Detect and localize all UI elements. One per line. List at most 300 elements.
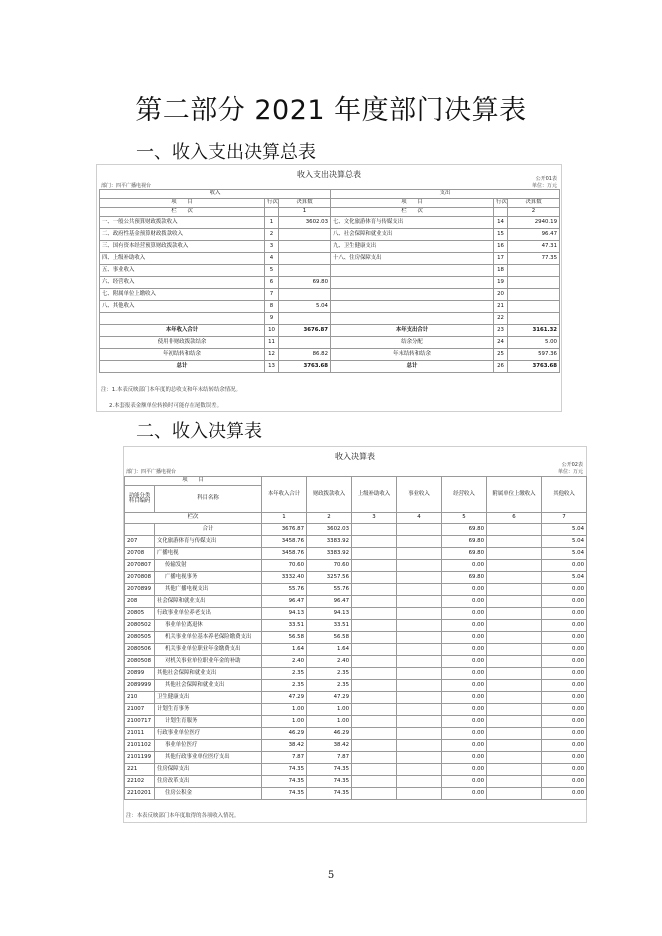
- summary-expense-value: 5.00: [508, 337, 560, 349]
- value-cell: 3676.87: [262, 524, 307, 536]
- income-row-no: 4: [265, 253, 279, 265]
- table1-summary-row: [100, 349, 560, 361]
- col-number: 4: [397, 513, 442, 524]
- expense-item: [331, 301, 494, 313]
- h-business: 事业收入: [397, 477, 442, 513]
- table1-row: [100, 217, 560, 229]
- subject-code: 2210201: [125, 788, 155, 800]
- value-cell: [487, 632, 542, 644]
- income-value: [279, 253, 331, 265]
- summary-expense-value: 3763.68: [508, 361, 560, 373]
- value-cell: [352, 668, 397, 680]
- table-row: [125, 716, 587, 728]
- h-total: 本年收入合计: [262, 477, 307, 513]
- value-cell: [487, 788, 542, 800]
- table1-row: [100, 241, 560, 253]
- table-row: [125, 596, 587, 608]
- value-cell: [352, 536, 397, 548]
- value-cell: 2.40: [262, 656, 307, 668]
- subject-name: 卫生健康支出: [155, 692, 262, 704]
- value-cell: [397, 656, 442, 668]
- income-row-no: 9: [265, 313, 279, 325]
- value-cell: 5.04: [542, 536, 587, 548]
- value-cell: [487, 572, 542, 584]
- value-cell: 0.00: [442, 560, 487, 572]
- value-cell: 2.35: [262, 680, 307, 692]
- page-title: 第二部分 2021 年度部门决算表: [135, 95, 527, 126]
- value-cell: 3458.76: [262, 536, 307, 548]
- subject-name: 文化旅游体育与传媒支出: [155, 536, 262, 548]
- value-cell: 69.80: [442, 524, 487, 536]
- value-cell: 0.00: [442, 704, 487, 716]
- income-value: 69.80: [279, 277, 331, 289]
- value-cell: 55.76: [307, 584, 352, 596]
- value-cell: [397, 584, 442, 596]
- value-cell: 0.00: [542, 608, 587, 620]
- value-cell: [487, 560, 542, 572]
- page-number: 5: [327, 870, 335, 881]
- value-cell: 5.04: [542, 572, 587, 584]
- summary-income-value: 86.82: [279, 349, 331, 361]
- value-cell: 0.00: [542, 632, 587, 644]
- value-cell: 0.00: [442, 764, 487, 776]
- expense-value: 96.47: [508, 229, 560, 241]
- subject-code: 2100717: [125, 716, 155, 728]
- table-row: [125, 788, 587, 800]
- expense-value: 2940.19: [508, 217, 560, 229]
- table1-row: [100, 289, 560, 301]
- value-cell: 5.04: [542, 524, 587, 536]
- value-cell: 70.60: [307, 560, 352, 572]
- value-cell: [397, 776, 442, 788]
- value-cell: 3383.92: [307, 536, 352, 548]
- value-cell: [352, 704, 397, 716]
- subject-code: 2070808: [125, 572, 155, 584]
- table-row: [125, 572, 587, 584]
- value-cell: 0.00: [442, 752, 487, 764]
- table1-row: [100, 253, 560, 265]
- value-cell: [397, 740, 442, 752]
- value-cell: 1.00: [307, 704, 352, 716]
- value-cell: 0.00: [442, 608, 487, 620]
- income-item: 七、附属单位上缴收入: [100, 289, 265, 301]
- col-amount-expense: 决算数: [508, 199, 560, 208]
- value-cell: 70.60: [262, 560, 307, 572]
- table2-dept: 部门：四平广播电视台: [126, 469, 177, 475]
- subject-code: 2080508: [125, 656, 155, 668]
- sub-label-expense: 栏 次: [331, 208, 494, 217]
- value-cell: 47.29: [262, 692, 307, 704]
- table-row: [125, 536, 587, 548]
- table-row: [125, 776, 587, 788]
- table-row: [125, 644, 587, 656]
- subject-code: 210: [125, 692, 155, 704]
- subject-name: 事业单位医疗: [155, 740, 262, 752]
- value-cell: [352, 740, 397, 752]
- income-item: 六、经营收入: [100, 277, 265, 289]
- subject-name: 机关事业单位基本养老保险缴费支出: [155, 632, 262, 644]
- value-cell: 0.00: [542, 584, 587, 596]
- income-value: 5.04: [279, 301, 331, 313]
- value-cell: 0.00: [542, 752, 587, 764]
- value-cell: [397, 536, 442, 548]
- expense-row-no: 18: [494, 265, 508, 277]
- value-cell: 0.00: [442, 620, 487, 632]
- value-cell: [487, 608, 542, 620]
- value-cell: 74.35: [307, 776, 352, 788]
- table1-row: [100, 277, 560, 289]
- summary-income-label: 本年收入合计: [100, 325, 265, 337]
- value-cell: [487, 752, 542, 764]
- summary-income-label: 总计: [100, 361, 265, 373]
- expense-row-no: 21: [494, 301, 508, 313]
- value-cell: [487, 680, 542, 692]
- h-code: 功能分类科目编码: [125, 486, 155, 513]
- section2-title: 二、收入决算表: [136, 421, 262, 442]
- table2-grid: [124, 476, 587, 800]
- table-row: [125, 560, 587, 572]
- value-cell: [397, 644, 442, 656]
- value-cell: [352, 644, 397, 656]
- subject-code: 2070807: [125, 560, 155, 572]
- value-cell: 3383.92: [307, 548, 352, 560]
- value-cell: 0.00: [542, 788, 587, 800]
- col-number: 5: [442, 513, 487, 524]
- value-cell: [487, 692, 542, 704]
- value-cell: [397, 560, 442, 572]
- summary-expense-label: 总计: [331, 361, 494, 373]
- income-row-no: 1: [265, 217, 279, 229]
- value-cell: 0.00: [542, 620, 587, 632]
- value-cell: [397, 620, 442, 632]
- value-cell: 2.40: [307, 656, 352, 668]
- table-row: [125, 740, 587, 752]
- summary-income-row-no: 12: [265, 349, 279, 361]
- value-cell: 69.80: [442, 572, 487, 584]
- summary-expense-row-no: 23: [494, 325, 508, 337]
- h-affiliated: 附属单位上缴收入: [487, 477, 542, 513]
- expense-value: 77.35: [508, 253, 560, 265]
- h-name: 科目名称: [155, 486, 262, 513]
- value-cell: [487, 728, 542, 740]
- col-number: 3: [352, 513, 397, 524]
- value-cell: [352, 680, 397, 692]
- value-cell: 69.80: [442, 548, 487, 560]
- value-cell: 0.00: [442, 692, 487, 704]
- income-row-no: 6: [265, 277, 279, 289]
- income-row-no: 2: [265, 229, 279, 241]
- summary-income-value: 3676.87: [279, 325, 331, 337]
- value-cell: [352, 728, 397, 740]
- value-cell: [397, 788, 442, 800]
- table-row: [125, 548, 587, 560]
- expense-row-no: 14: [494, 217, 508, 229]
- income-value: [279, 241, 331, 253]
- subject-name: 其他行政事业单位医疗支出: [155, 752, 262, 764]
- table-row: [125, 692, 587, 704]
- summary-income-value: [279, 337, 331, 349]
- income-header: 收入: [100, 190, 331, 199]
- income-statement-sheet: [123, 446, 587, 823]
- value-cell: [352, 548, 397, 560]
- value-cell: 0.00: [542, 704, 587, 716]
- value-cell: 0.00: [442, 728, 487, 740]
- expense-row-no: 20: [494, 289, 508, 301]
- summary-expense-label: 年末结转和结余: [331, 349, 494, 361]
- income-item: 三、国有资本经营预算财政拨款收入: [100, 241, 265, 253]
- subject-code: 20805: [125, 608, 155, 620]
- expense-item: [331, 313, 494, 325]
- subject-name: 其他广播电视支出: [155, 584, 262, 596]
- subject-name: 广播电视: [155, 548, 262, 560]
- value-cell: 0.00: [442, 596, 487, 608]
- income-value: [279, 313, 331, 325]
- subject-name: 住房保障支出: [155, 764, 262, 776]
- value-cell: 47.29: [307, 692, 352, 704]
- value-cell: [487, 668, 542, 680]
- value-cell: [487, 536, 542, 548]
- value-cell: 74.35: [262, 776, 307, 788]
- table1-form-no: 公开01表: [535, 176, 557, 182]
- value-cell: [397, 596, 442, 608]
- value-cell: [487, 644, 542, 656]
- value-cell: [352, 752, 397, 764]
- table-row: [125, 608, 587, 620]
- value-cell: 3602.03: [307, 524, 352, 536]
- table1-note1: 注：1.本表反映部门本年度的总收支和年末结转结余情况。: [101, 387, 241, 393]
- subject-code: 2080502: [125, 620, 155, 632]
- value-cell: 0.00: [542, 680, 587, 692]
- value-cell: [352, 656, 397, 668]
- subject-code: 21011: [125, 728, 155, 740]
- subject-name: 住房公积金: [155, 788, 262, 800]
- summary-expense-value: 3161.32: [508, 325, 560, 337]
- value-cell: 74.35: [262, 788, 307, 800]
- expense-item: [331, 277, 494, 289]
- value-cell: 0.00: [442, 680, 487, 692]
- subject-code: 22102: [125, 776, 155, 788]
- table1-unit: 单位：万元: [531, 183, 557, 189]
- summary-expense-row-no: 25: [494, 349, 508, 361]
- value-cell: 0.00: [542, 668, 587, 680]
- expense-item: [331, 289, 494, 301]
- sub-label-income: 栏 次: [100, 208, 265, 217]
- income-row-no: 7: [265, 289, 279, 301]
- subject-code: 21007: [125, 704, 155, 716]
- value-cell: [397, 548, 442, 560]
- value-cell: [397, 704, 442, 716]
- value-cell: [397, 680, 442, 692]
- value-cell: 0.00: [542, 764, 587, 776]
- expense-row-no: 16: [494, 241, 508, 253]
- income-row-no: 8: [265, 301, 279, 313]
- summary-expense-label: 结余分配: [331, 337, 494, 349]
- subject-name: 住房改革支出: [155, 776, 262, 788]
- value-cell: 55.76: [262, 584, 307, 596]
- subject-name: 广播电视事务: [155, 572, 262, 584]
- value-cell: [397, 692, 442, 704]
- table-row: [125, 752, 587, 764]
- value-cell: 0.00: [542, 644, 587, 656]
- value-cell: [352, 692, 397, 704]
- subject-code: 221: [125, 764, 155, 776]
- value-cell: 7.87: [262, 752, 307, 764]
- col-number: 2: [307, 513, 352, 524]
- value-cell: 0.00: [442, 668, 487, 680]
- expense-value: [508, 289, 560, 301]
- value-cell: [352, 632, 397, 644]
- value-cell: [487, 764, 542, 776]
- subject-name: 机关事业单位职业年金缴费支出: [155, 644, 262, 656]
- income-item: 五、事业收入: [100, 265, 265, 277]
- subject-code: 208: [125, 596, 155, 608]
- table1-row: [100, 313, 560, 325]
- value-cell: [487, 704, 542, 716]
- subject-name: 其他社会保障和就业支出: [155, 668, 262, 680]
- sub-col1: 1: [279, 208, 331, 217]
- subject-name: 社会保障和就业支出: [155, 596, 262, 608]
- value-cell: 46.29: [307, 728, 352, 740]
- value-cell: 33.51: [262, 620, 307, 632]
- table1-row: [100, 265, 560, 277]
- value-cell: 7.87: [307, 752, 352, 764]
- table1-note2: 2.本套报表金额单位转换时可能存在尾数误差。: [109, 403, 222, 409]
- value-cell: 38.42: [262, 740, 307, 752]
- table2-note: 注：本表反映部门本年度取得的各项收入情况。: [126, 813, 240, 819]
- section1-title: 一、收入支出决算总表: [136, 142, 316, 163]
- summary-expense-row-no: 24: [494, 337, 508, 349]
- expense-value: [508, 313, 560, 325]
- table2-form-no: 公开02表: [561, 462, 583, 468]
- col-number: 7: [542, 513, 587, 524]
- value-cell: 96.47: [262, 596, 307, 608]
- value-cell: 96.47: [307, 596, 352, 608]
- value-cell: 0.00: [542, 728, 587, 740]
- value-cell: 3458.76: [262, 548, 307, 560]
- subject-code: 2101102: [125, 740, 155, 752]
- income-item: 一、一般公共预算财政拨款收入: [100, 217, 265, 229]
- table1-dept: 部门：四平广播电视台: [101, 183, 152, 189]
- value-cell: 0.00: [542, 692, 587, 704]
- value-cell: 0.00: [442, 716, 487, 728]
- value-cell: 0.00: [542, 716, 587, 728]
- summary-income-value: 3763.68: [279, 361, 331, 373]
- value-cell: [487, 584, 542, 596]
- h-other: 其他收入: [542, 477, 587, 513]
- subject-code: 207: [125, 536, 155, 548]
- value-cell: [487, 740, 542, 752]
- value-cell: 2.35: [262, 668, 307, 680]
- table-row: [125, 764, 587, 776]
- summary-income-row-no: 11: [265, 337, 279, 349]
- value-cell: [487, 524, 542, 536]
- value-cell: 74.35: [262, 764, 307, 776]
- summary-income-label: 年初结转和结余: [100, 349, 265, 361]
- value-cell: [352, 776, 397, 788]
- subject-code: 2089999: [125, 680, 155, 692]
- value-cell: 56.58: [262, 632, 307, 644]
- table-row: [125, 680, 587, 692]
- value-cell: [352, 764, 397, 776]
- expense-item: 七、文化旅游体育与传媒支出: [331, 217, 494, 229]
- table1-summary-row: [100, 361, 560, 373]
- table2-unit: 单位：万元: [557, 469, 583, 475]
- value-cell: [397, 608, 442, 620]
- income-item: 四、上级补助收入: [100, 253, 265, 265]
- value-cell: 0.00: [442, 584, 487, 596]
- income-value: [279, 265, 331, 277]
- value-cell: [352, 572, 397, 584]
- h-upper: 上级补助收入: [352, 477, 397, 513]
- value-cell: 1.64: [307, 644, 352, 656]
- expense-row-no: 15: [494, 229, 508, 241]
- subject-name: 其他社会保障和就业支出: [155, 680, 262, 692]
- expense-item: 八、社会保障和就业支出: [331, 229, 494, 241]
- subject-code: [125, 524, 155, 536]
- value-cell: 69.80: [442, 536, 487, 548]
- h-operating: 经营收入: [442, 477, 487, 513]
- value-cell: [397, 716, 442, 728]
- summary-income-label: 使用非财政拨款结余: [100, 337, 265, 349]
- value-cell: 1.00: [262, 704, 307, 716]
- subject-code: 20708: [125, 548, 155, 560]
- subject-name: 行政事业单位医疗: [155, 728, 262, 740]
- value-cell: [352, 620, 397, 632]
- value-cell: 56.58: [307, 632, 352, 644]
- value-cell: [397, 632, 442, 644]
- table1-title: 收入支出决算总表: [297, 170, 361, 179]
- value-cell: 0.00: [442, 632, 487, 644]
- expense-value: [508, 265, 560, 277]
- value-cell: [352, 524, 397, 536]
- value-cell: [397, 764, 442, 776]
- subject-name: 计划生育服务: [155, 716, 262, 728]
- value-cell: 38.42: [307, 740, 352, 752]
- expense-row-no: 22: [494, 313, 508, 325]
- expense-item: 十八、住房保障支出: [331, 253, 494, 265]
- subject-code: 2080505: [125, 632, 155, 644]
- table-row: [125, 584, 587, 596]
- table-row: [125, 704, 587, 716]
- expense-value: 47.31: [508, 241, 560, 253]
- col-row-income: 行次: [265, 199, 279, 208]
- income-row-no: 5: [265, 265, 279, 277]
- expense-header: 支出: [331, 190, 560, 199]
- col-row-expense: 行次: [494, 199, 508, 208]
- value-cell: [487, 776, 542, 788]
- value-cell: [397, 728, 442, 740]
- table-row: [125, 620, 587, 632]
- value-cell: 0.00: [542, 776, 587, 788]
- value-cell: [487, 716, 542, 728]
- value-cell: 0.00: [542, 596, 587, 608]
- summary-income-row-no: 10: [265, 325, 279, 337]
- expense-item: 九、卫生健康支出: [331, 241, 494, 253]
- table-row: [125, 632, 587, 644]
- value-cell: 46.29: [262, 728, 307, 740]
- value-cell: 74.35: [307, 788, 352, 800]
- income-expense-summary-sheet: [96, 164, 562, 412]
- value-cell: 1.00: [307, 716, 352, 728]
- income-item: [100, 313, 265, 325]
- expense-value: [508, 301, 560, 313]
- value-cell: 74.35: [307, 764, 352, 776]
- income-item: 八、其他收入: [100, 301, 265, 313]
- value-cell: [352, 716, 397, 728]
- expense-value: [508, 277, 560, 289]
- value-cell: [487, 548, 542, 560]
- table2-title: 收入决算表: [335, 452, 375, 461]
